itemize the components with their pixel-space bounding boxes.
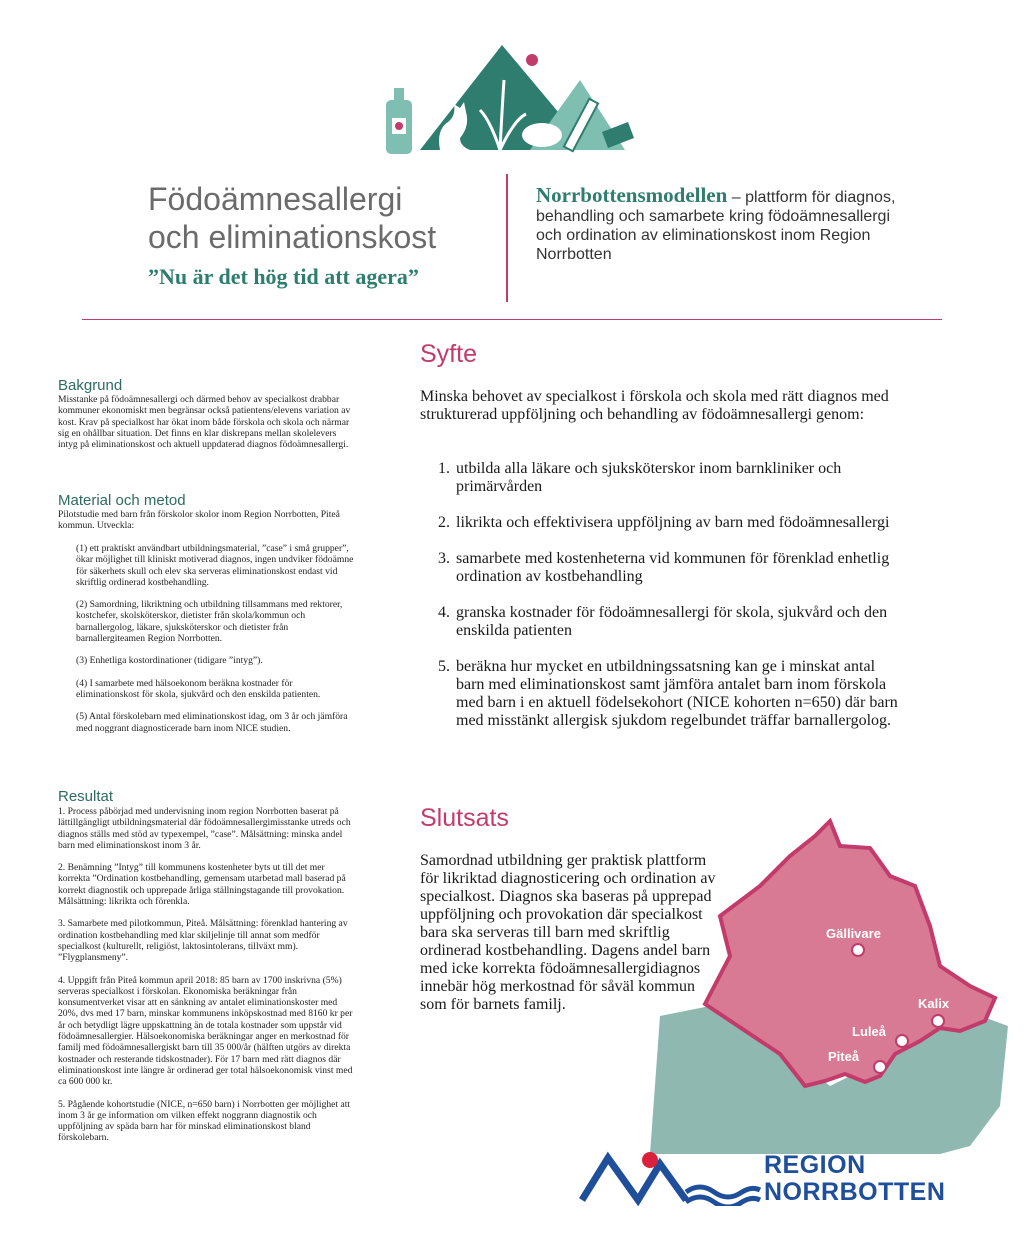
- material-item: (5) Antal förskolebarn med eliminationskost idag, om 3 år och jämföra med noggrant diagnosticerade barn inom NICE studien.: [76, 711, 348, 734]
- syfte-item-number: 4.: [438, 604, 450, 621]
- bird-icon: [522, 123, 562, 147]
- page-title: [148, 180, 498, 256]
- syfte-item-number: 3.: [438, 550, 450, 567]
- slutsats-text: Samordnad utbildning ger praktisk plattform för likriktad diagnosticering och ordination av specialkost. Diagnos ska baseras på upprepad uppföljning och provokation där specialkost bara ska serveras till barn med skriftlig ordinerad kostbehandling. Dagens andel barn med icke korrekta födoämnesallergidiagnos innebär hög merkostnad för såväl kommun som för barnets familj.: [420, 852, 716, 1013]
- city-label: Piteå: [828, 1049, 860, 1064]
- city-marker-icon: [852, 944, 864, 956]
- syfte-item-number: 5.: [438, 658, 450, 675]
- syfte-item-text: utbilda alla läkare och sjuksköterskor inom barnkliniker och primärvården: [456, 460, 842, 495]
- platform-description: [536, 183, 896, 264]
- resultat-item: 3. Samarbete med pilotkommun, Piteå. Målsättning: förenklad hantering av ordination kostbehandling med klar skiljelinje till annat som medför specialkost (kulturellt, religiöst, laktosintolerans, tillväxt mm). ”Flygplansmeny”.: [58, 918, 348, 964]
- material-item: (3) Enhetliga kostordinationer (tidigare ”intyg”).: [76, 655, 263, 667]
- city-label: Gällivare: [826, 926, 881, 941]
- platform-name: Norrbottensmodellen: [536, 183, 728, 207]
- resultat-list: [58, 806, 358, 1155]
- material-item: (1) ett praktiskt användbart utbildningsmaterial, ”case” i små grupper”, ökar möjlighet till kliniskt motiverad diagnos, ingen undviker födoämne för säkerhets skull och elev ska serveras eliminationskost endast vid skriftlig ordinerad kostbehandling.: [76, 543, 354, 588]
- resultat-item: 4. Uppgift från Piteå kommun april 2018: 85 barn av 1700 inskrivna (5%) serveras specialkost i förskolan. Ekonomiska beräkningar från konsumentverket visar att en sänkning av antalet eliminationskoster med 20%, dvs med 17 barn, minskar kommunens inköpskostnad med 8160 kr per år och betydligt lägre uppskattning än de totala kostnader som uppstår vid födoämnesallergier. Hälsoekonomiska beräkningar anger en merkostnad för familj med födoämnesallergiskt barn till 35 000/år (hälften utgörs av direkta kostnader och resterande tidskostnader). För 17 barn med rätt diagnos där eliminationskost inte längre är ordinerad ger total hälsoekonomisk vinst med ca 600 000 kr.: [58, 974, 353, 1088]
- logo-line-2: NORRBOTTEN: [764, 1178, 946, 1206]
- sun-dot-icon: [526, 54, 538, 66]
- syfte-list: [438, 460, 900, 748]
- syfte-heading: Syfte: [420, 340, 477, 368]
- syfte-item: [438, 604, 900, 640]
- syfte-item-text: samarbete med kostenheterna vid kommunen för förenklad enhetlig ordination av kostbehandling: [456, 550, 890, 585]
- material-item: (4) I samarbete med hälsoekonom beräkna kostnader för eliminationskost för skola, sjukvård och den enskilda patienten.: [76, 677, 321, 700]
- resultat-item: 2. Benämning ”Intyg” till kommunens kostenheter byts ut till det mer korrekta ”Ordination kostbehandling, gemensam utarbetad mall baserad på korrekt diagnostik och upprepade årliga ställningstagande till provokation. Målsättning: likrikta och förenkla.: [58, 862, 346, 908]
- city-marker-icon: [896, 1035, 908, 1047]
- syfte-item: [438, 460, 900, 496]
- syfte-item-text: likrikta och effektivisera uppföljning av barn med födoämnesallergi: [456, 514, 890, 531]
- material-item: (2) Samordning, likriktning och utbildning tillsammans med rektorer, kostchefer, skolsköterskor, dietister från skola/kommun och barnallergolog, läkare, sjuksköterskor och dietister från barnallergiteamen Region Norrbotten.: [76, 599, 343, 645]
- header-illustration: [380, 40, 645, 160]
- syfte-intro: Minska behovet av specialkost i förskola och skola med rätt diagnos med strukturerad uppföljning och behandling av födoämnesallergi genom:: [420, 388, 889, 423]
- platform-text: – plattform för diagnos, behandling och samarbete kring födoämnesallergi och ordination av eliminationskost inom Region Norrbotten: [536, 189, 896, 263]
- material-heading: Material och metod: [58, 492, 186, 509]
- city-marker-icon: [874, 1061, 886, 1073]
- syfte-item: [438, 514, 900, 532]
- title-line-1: Födoämnesallergi: [148, 181, 403, 217]
- syfte-item-text: granska kostnader för födoämnesallergi för skola, sjukvård och den enskilda patienten: [456, 604, 888, 639]
- resultat-heading: Resultat: [58, 788, 114, 805]
- norrbotten-map: [640, 816, 1010, 1156]
- city-label: Kalix: [918, 996, 950, 1011]
- bakgrund-heading: Bakgrund: [58, 377, 123, 394]
- resultat-item: 1. Process påbörjad med undervisning inom region Norrbotten baserat på lättillgängligt utbildningsmaterial där födoämnesallergimisstanke utreds och diagnos ställs med stöd av typexempel, ”case”. Målsättning: minska andel barn med eliminationskost inom 3 år.: [58, 806, 351, 851]
- city-marker-icon: [932, 1015, 944, 1027]
- region-logo-text: [764, 1152, 945, 1206]
- material-intro: Pilotstudie med barn från förskolor skolor inom Region Norrbotten, Piteå kommun. Utveckla:: [58, 509, 340, 532]
- tagline: ”Nu är det hög tid att agera”: [148, 264, 419, 289]
- material-list: [76, 543, 358, 745]
- region-logo-icon: [578, 1150, 763, 1206]
- title-line-2: och eliminationskost: [148, 219, 437, 255]
- bakgrund-text: Misstanke på födoämnesallergi och därmed behov av specialkost drabbar kommuner ekonomiskt men begränsar också patientens/elevens variation av kost. Krav på specialkost har ökat inom både förskola och skola och närmar sig en ohållbar situation. Det finns en klar diskrepans mellan skolelevers intyg på eliminationskost och aktuell uppdaterad diagnos födoämnesallergi.: [58, 394, 351, 451]
- header-divider: [506, 174, 508, 302]
- city-label: Luleå: [852, 1024, 886, 1039]
- syfte-item-number: 1.: [438, 460, 450, 477]
- syfte-item-number: 2.: [438, 514, 450, 531]
- logo-line-1: REGION: [764, 1151, 866, 1179]
- header-rule: [82, 319, 942, 320]
- syfte-item: [438, 550, 900, 586]
- resultat-item: 5. Pågående kohortstudie (NICE, n=650 barn) i Norrbotten ger möjlighet att inom 3 år ge information om vilken effekt noggrann diagnostik och uppföljning av späda barn har för minskad eliminationskost bland förskolebarn.: [58, 1098, 351, 1144]
- slutsats-heading: Slutsats: [420, 804, 509, 832]
- syfte-item: [438, 658, 900, 730]
- syfte-item-text: beräkna hur mycket en utbildningssatsning kan ge i minskat antal barn med eliminationskost samt jämföra antalet barn inom förskola med barn i en aktuell födelsekohort (NICE kohorten n=650) där barn med misstänkt allergisk sjukdom regelbundet träffar barnallergolog.: [456, 658, 898, 729]
